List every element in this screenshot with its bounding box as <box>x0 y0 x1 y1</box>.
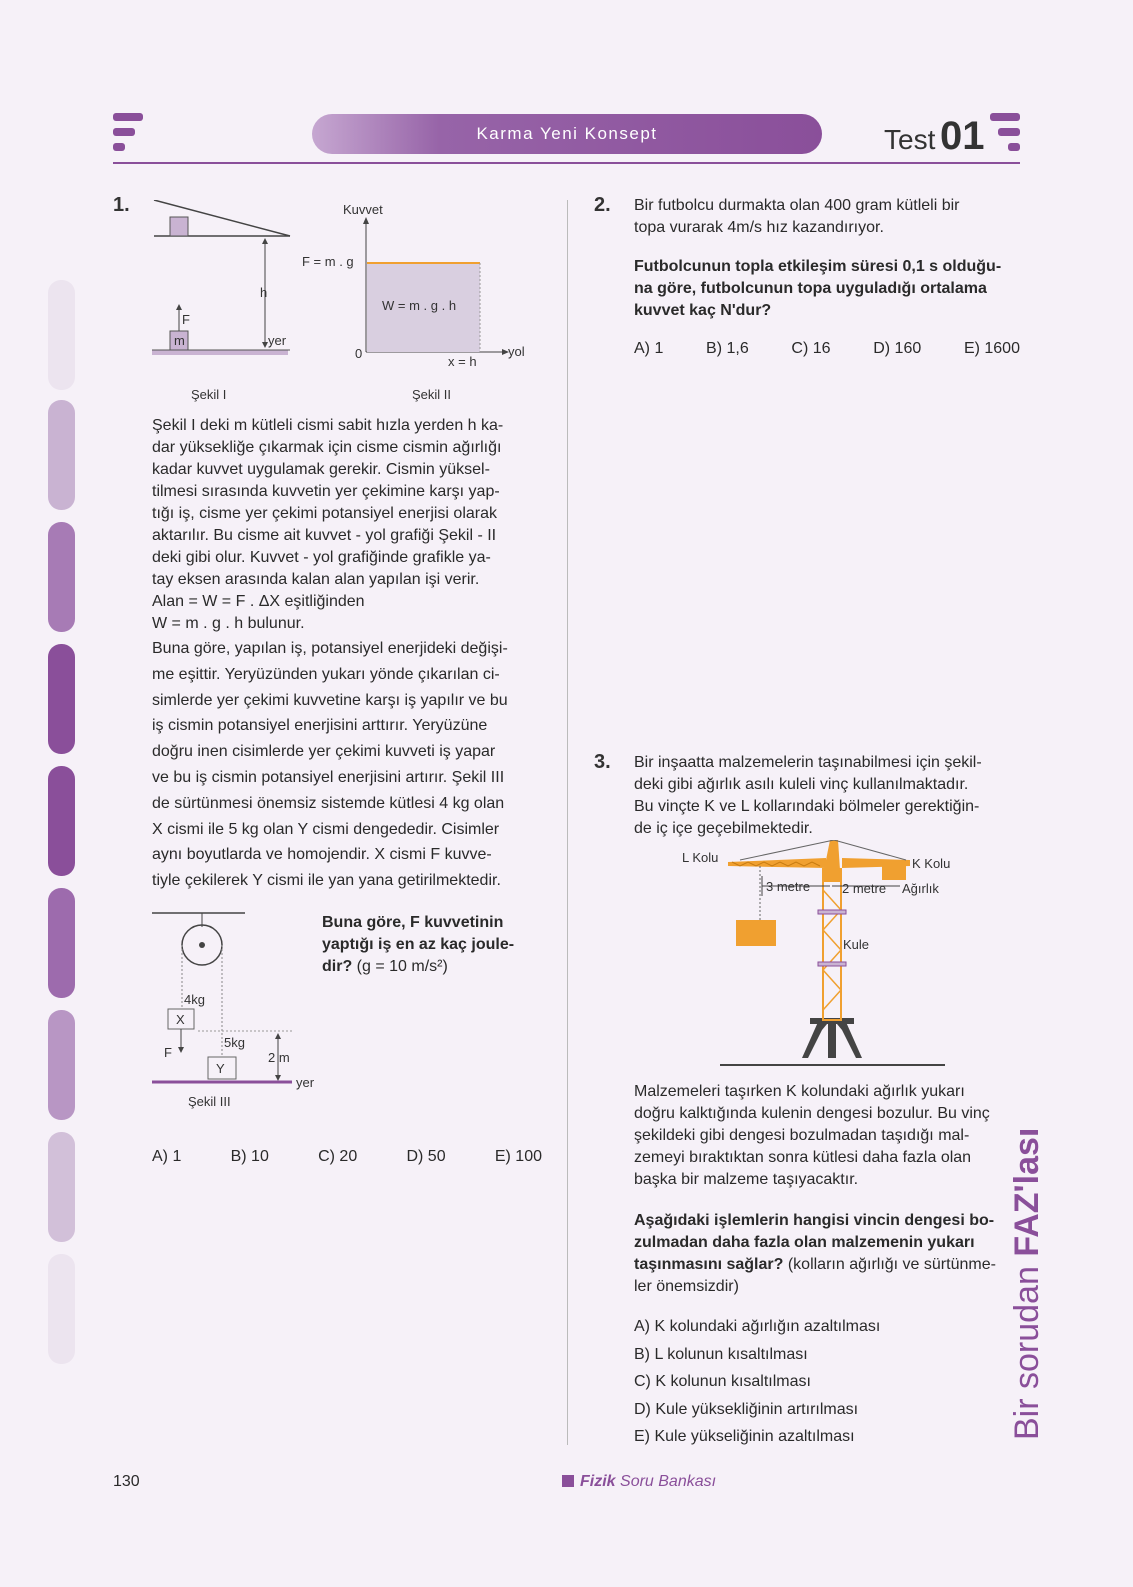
q2-option-b[interactable]: B) 1,6 <box>706 340 749 357</box>
q3-option-c[interactable]: C) K kolunun kısaltılması <box>634 1373 811 1390</box>
q1-question: Buna göre, F kuvvetinin yaptığı iş en az kaç joule- dir? (g = 10 m/s²) <box>322 914 515 975</box>
crane-k-label: K Kolu <box>912 856 951 871</box>
fig3-height: 2 m <box>268 1050 290 1065</box>
q1-figure3 <box>150 905 320 1120</box>
header-rule <box>113 162 1020 164</box>
page-number: 130 <box>113 1473 140 1490</box>
q1-options <box>152 1148 542 1166</box>
fig1-height: h <box>260 285 268 300</box>
test-label: Test <box>884 124 936 155</box>
fig3-label-y: Y <box>216 1061 225 1076</box>
test-number: 01 <box>940 114 985 158</box>
footer-book: Fizik Soru Bankası <box>562 1473 716 1491</box>
fig1-top-block <box>170 217 188 236</box>
q2-number: 2. <box>594 194 611 216</box>
q3-paragraph: Malzemeleri taşırken K kolundaki ağırlık yukarı doğru kalktığında kulenin dengesi bozulur. Bu vinç şekildeki gibi dengesi bozulmadan taşıdığı mal- zemeyi bıraktıktan sonra kütlesi daha fazla olan başka bir malzeme taşıyacaktır. <box>634 1083 990 1188</box>
q2-option-e[interactable]: E) 1600 <box>963 340 1020 357</box>
q2-question: Futbolcunun topla etkileşim süresi 0,1 s olduğu- na göre, futbolcunun topa uyguladığı ortalama kuvvet kaç N'dur? <box>634 258 1002 319</box>
fig1-ground-label: yer <box>268 333 287 348</box>
fig2-x-axis: yol <box>508 344 525 359</box>
q2-stem: Bir futbolcu durmakta olan 400 gram kütleli bir topa vurarak 4m/s hız kazandırıyor. <box>634 197 960 236</box>
q3-number: 3. <box>594 751 611 773</box>
fig2-caption: Şekil II <box>412 387 452 402</box>
fig2-y-axis: Kuvvet <box>343 202 383 217</box>
fig3-force: F <box>164 1045 172 1060</box>
fig1-mass: m <box>174 333 185 348</box>
q2-option-a[interactable]: A) 1 <box>634 340 664 357</box>
q2-option-c[interactable]: C) 16 <box>791 340 831 357</box>
q1-number: 1. <box>113 194 130 216</box>
q1-option-a[interactable]: A) 1 <box>152 1148 182 1165</box>
q1-figures <box>150 200 550 420</box>
fig1-force: F <box>182 312 190 327</box>
crane-counterweight <box>882 866 906 880</box>
footer-square-icon <box>562 1475 574 1487</box>
crane-l-label: L Kolu <box>682 850 719 865</box>
q1-option-d[interactable]: D) 50 <box>406 1148 446 1165</box>
fig3-mass-y: 5kg <box>224 1035 245 1050</box>
fig1-caption: Şekil I <box>191 387 227 402</box>
q1-option-b[interactable]: B) 10 <box>230 1148 269 1165</box>
q2-option-d[interactable]: D) 160 <box>873 340 922 357</box>
q2-options <box>634 340 1020 358</box>
q1-paragraph1: Şekil I deki m kütleli cismi sabit hızla yerden h ka- dar yüksekliğe çıkarmak için cisme cismin ağırlığı kadar kuvvet uygulamak gerekir. Cismin yüksel- tilmesi sırasında kuvvetin yer çekimine karşı yap- tığı iş, cisme yer çekimi potansiyel enerjisi olarak aktarılır. Bu cisme ait kuvvet - yol grafiği Şekil - II deki gibi olur. Kuvvet - yol grafiğinde grafikle ya- tay eksen arasında kalan alan yapılan işi verir. Alan = W = F . ΔX eşitliğinden W = m . g . h bulunur. <box>152 417 504 632</box>
crane-weight-label: Ağırlık <box>902 881 939 896</box>
q1-paragraph2: Buna göre, yapılan iş, potansiyel enerjideki değişi- me eşittir. Yeryüzünden yukarı yönde çıkarılan ci- simlerde yer çekimi kuvvetine karşı iş yapılır ve bu iş cismin potansiyel enerjisini arttırır. Yeryüzüne doğru inen cisimlerde yer çekimi kuvveti iş yapar ve bu iş cismin potansiyel enerjisini artırır. Şekil III de sürtünmesi önemsiz sistemde kütlesi 4 kg olan X cismi ile 5 kg olan Y cismi dengededir. Cisimler aynı boyutlarda ve homojendir. X cismi F kuvve- tiyle çekilerek Y cismi ile yan yana getirilmektedir. <box>152 640 508 890</box>
q3-crane <box>680 840 980 1070</box>
fig3-label-x: X <box>176 1012 185 1027</box>
q3-option-b[interactable]: B) L kolunun kısaltılması <box>634 1345 808 1363</box>
crane-l-length: 3 metre <box>766 879 811 894</box>
q1-option-e[interactable]: E) 100 <box>494 1148 542 1165</box>
column-divider <box>567 200 568 1445</box>
fig2-work-eq: W = m . g . h <box>382 298 457 313</box>
q1-option-c[interactable]: C) 20 <box>318 1148 358 1165</box>
section-banner: Karma Yeni Konsept <box>312 114 822 154</box>
fig3-ground-label: yer <box>296 1075 315 1090</box>
side-slogan: Bir sorudan FAZ'lası <box>1008 1127 1046 1440</box>
q3-option-e[interactable]: E) Kule yükseliğinin azaltılması <box>634 1428 855 1445</box>
fig3-caption: Şekil III <box>188 1094 231 1109</box>
crane-k-length: 2 metre <box>842 881 887 896</box>
q3-stem: Bir inşaatta malzemelerin taşınabilmesi için şekil- deki gibi ağırlık asılı kuleli vinç kullanılmaktadır. Bu vinçte K ve L kollarındaki bölmeler gerektiğin- de iç içe geçebilmektedir. <box>634 754 982 837</box>
q3-option-d[interactable]: D) Kule yüksekliğinin artırılması <box>634 1400 859 1418</box>
fig3-mass-x: 4kg <box>184 992 205 1007</box>
crane-load <box>736 920 776 946</box>
q3-options <box>634 1313 880 1451</box>
q3-question: Aşağıdaki işlemlerin hangisi vincin dengesi bo- zulmadan daha fazla olan malzemenin yukarı taşınmasını sağlar? (kolların ağırlığı ve sürtünme- ler önemsizdir) <box>634 1212 996 1295</box>
fig2-origin: 0 <box>355 346 363 361</box>
fig1-ground <box>152 350 288 355</box>
crane-tower-label: Kule <box>843 937 870 952</box>
fig2-force-eq: F = m . g <box>302 254 354 269</box>
fig2-x-eq: x = h <box>448 354 477 369</box>
q3-option-a[interactable]: A) K kolundaki ağırlığın azaltılması <box>634 1318 881 1335</box>
